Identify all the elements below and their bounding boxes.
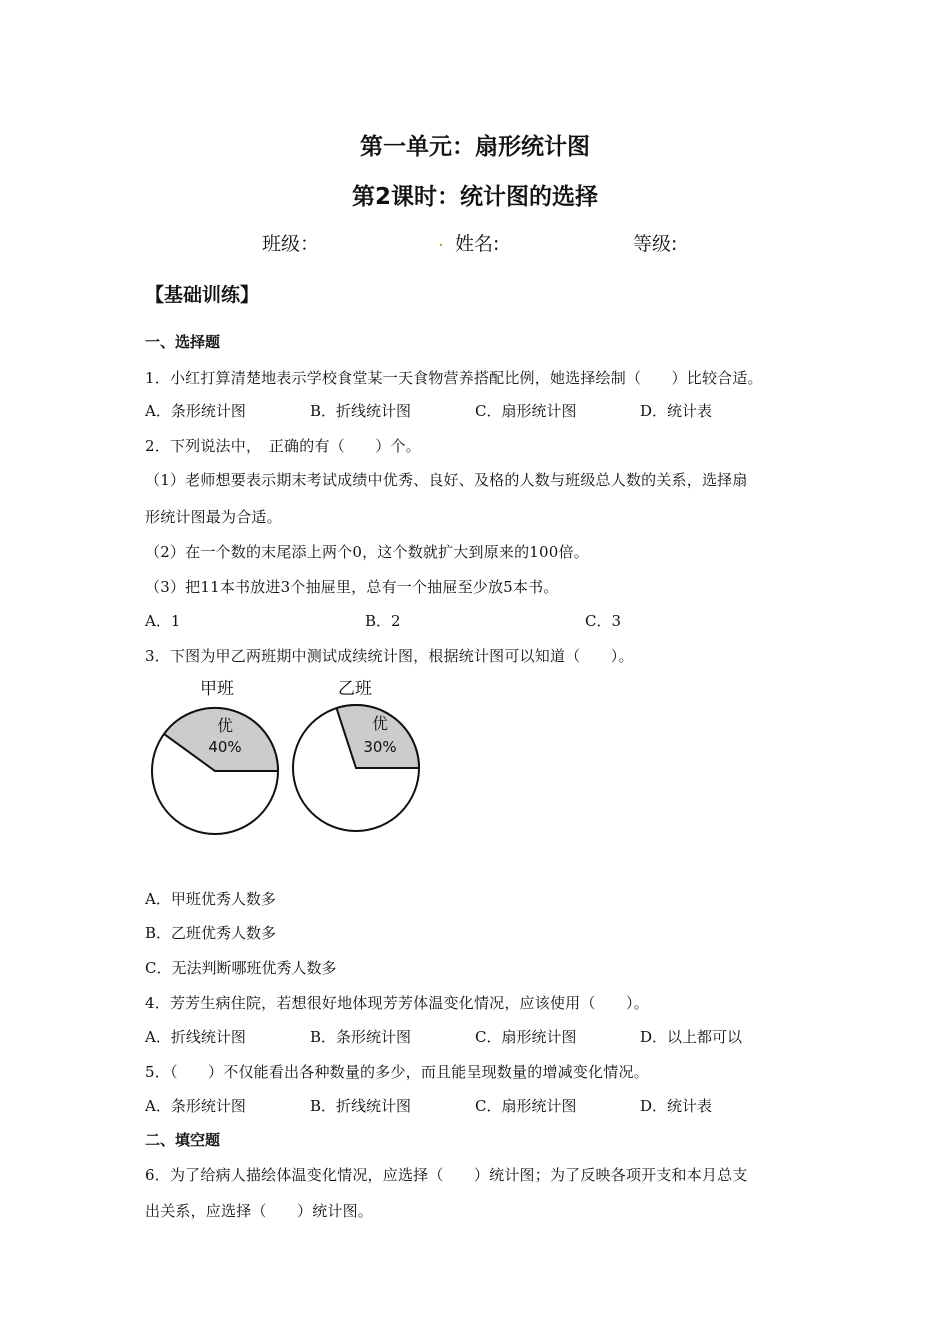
q1-option-c: C．扇形统计图 — [475, 402, 577, 420]
pie-charts — [145, 670, 435, 850]
pie-chart-2 — [293, 705, 419, 831]
q3-option-c: C．无法判断哪班优秀人数多 — [145, 959, 337, 977]
q4-option-b: B．条形统计图 — [310, 1028, 412, 1046]
question-1: 1．小红打算清楚地表示学校食堂某一天食物营养搭配比例，她选择绘制（ ）比较合适。 — [145, 369, 763, 387]
q3-option-b: B．乙班优秀人数多 — [145, 924, 277, 942]
q2-option-c: C．3 — [585, 612, 622, 630]
pie-2-slice-value: 30% — [363, 738, 397, 756]
q5-option-a: A．条形统计图 — [145, 1097, 246, 1115]
q2-statement-1-line-2: 形统计图最为合适。 — [145, 508, 282, 526]
pie-2-slice-label: 优 — [371, 714, 389, 733]
q5-option-b: B．折线统计图 — [310, 1097, 412, 1115]
question-2: 2．下列说法中， 正确的有（ ）个。 — [145, 437, 421, 455]
pie-1-slice-value: 40% — [208, 738, 242, 756]
q5-option-d: D．统计表 — [640, 1097, 713, 1115]
q2-statement-2: （2）在一个数的末尾添上两个0，这个数就扩大到原来的100倍。 — [145, 543, 589, 561]
question-6-line-2: 出关系，应选择（ ）统计图。 — [145, 1202, 374, 1220]
pie-1-title: 甲班 — [200, 679, 234, 699]
q2-option-a: A．1 — [145, 612, 181, 630]
question-6-line-1: 6．为了给病人描绘体温变化情况，应选择（ ）统计图；为了反映各项开支和本月总支 — [145, 1166, 748, 1184]
grade-label: 等级: — [633, 233, 678, 255]
q2-statement-1-line-1: （1）老师想要表示期末考试成绩中优秀、良好、及格的人数与班级总人数的关系，选择扇 — [145, 471, 748, 489]
q4-option-c: C．扇形统计图 — [475, 1028, 577, 1046]
q2-option-b: B．2 — [365, 612, 401, 630]
question-3: 3．下图为甲乙两班期中测试成续统计图，根据统计图可以知道（ ）。 — [145, 647, 634, 665]
q5-option-c: C．扇形统计图 — [475, 1097, 577, 1115]
q1-option-b: B．折线统计图 — [310, 402, 412, 420]
question-4: 4．芳芳生病住院，若想很好地体现芳芳体温变化情况，应该使用（ ）。 — [145, 994, 649, 1012]
q4-option-d: D．以上都可以 — [640, 1028, 743, 1046]
section-basic-training: 【基础训练】 — [145, 284, 260, 306]
q3-option-a: A．甲班优秀人数多 — [145, 890, 276, 908]
page-title: 第一单元：扇形统计图 — [360, 134, 590, 160]
q2-statement-3: （3）把11本书放进3个抽屉里，总有一个抽屉至少放5本书。 — [145, 578, 559, 596]
lesson-subtitle: 第2课时：统计图的选择 — [351, 184, 598, 210]
section-fill-in-blank: 二、填空题 — [145, 1131, 221, 1149]
pie-2-title: 乙班 — [338, 679, 372, 699]
q1-option-a: A．条形统计图 — [145, 402, 246, 420]
q1-option-d: D．统计表 — [640, 402, 713, 420]
q4-option-a: A．折线统计图 — [145, 1028, 246, 1046]
section-multiple-choice: 一、选择题 — [145, 333, 221, 351]
name-label: 姓名: — [455, 233, 500, 255]
question-5: 5．（ ）不仅能看出各种数量的多少，而且能呈现数量的增减变化情况。 — [145, 1063, 649, 1081]
class-label: 班级： — [262, 233, 320, 255]
pie-chart-1 — [152, 708, 278, 834]
pie-1-slice-label: 优 — [216, 716, 234, 735]
separator-dot: . — [438, 229, 445, 251]
